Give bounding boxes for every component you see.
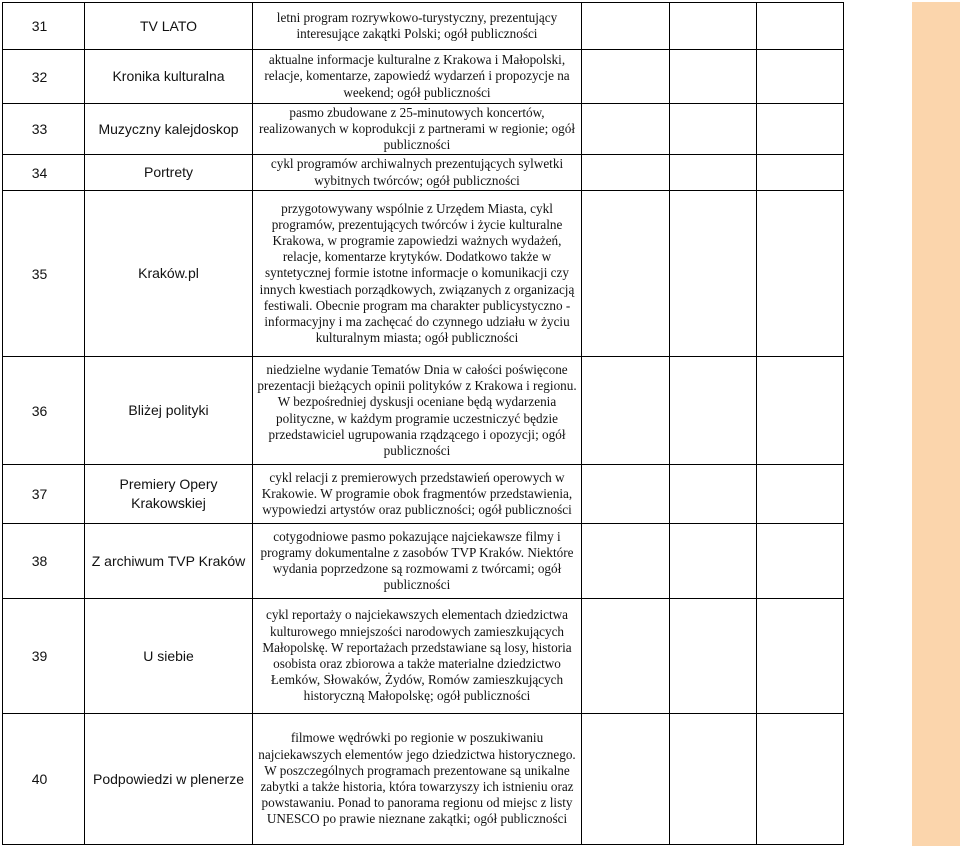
empty-cell — [670, 50, 757, 104]
row-number: 38 — [3, 524, 85, 599]
empty-cell — [670, 465, 757, 524]
row-number: 35 — [3, 191, 85, 357]
empty-cell — [757, 3, 844, 50]
empty-cell — [757, 714, 844, 845]
program-title: Kronika kulturalna — [85, 50, 253, 104]
table-row — [3, 155, 844, 191]
table-row — [3, 465, 844, 524]
empty-cell — [670, 155, 757, 191]
program-description: cotygodniowe pasmo pokazujące najciekawsze filmy i programy dokumentalne z zasobów TVP Kraków. Niektóre wydania poprzedzone są rozmowami z twórcami; ogół publiczności — [253, 524, 582, 599]
empty-cell — [757, 524, 844, 599]
empty-cell — [670, 357, 757, 465]
table-row — [3, 524, 844, 599]
table-row — [3, 357, 844, 465]
program-description: niedzielne wydanie Tematów Dnia w całości poświęcone prezentacji bieżących opinii polityków z Krakowa i regionu. W bezpośredniej dyskusji oceniane będą wydarzenia polityczne, w każdym programie uczestniczyć będzie przedstawiciel ugrupowania rządzącego i opozycji; ogół publiczności — [253, 357, 582, 465]
empty-cell — [670, 714, 757, 845]
row-number: 36 — [3, 357, 85, 465]
empty-cell — [757, 50, 844, 104]
program-description: letni program rozrywkowo-turystyczny, prezentujący interesujące zakątki Polski; ogół publiczności — [253, 3, 582, 50]
empty-cell — [757, 465, 844, 524]
empty-cell — [757, 599, 844, 714]
table-row — [3, 3, 844, 50]
table-row — [3, 104, 844, 155]
empty-cell — [757, 357, 844, 465]
program-title: Kraków.pl — [85, 191, 253, 357]
empty-cell — [670, 524, 757, 599]
program-title: Premiery Opery Krakowskiej — [85, 465, 253, 524]
empty-cell — [582, 50, 670, 104]
program-title: TV LATO — [85, 3, 253, 50]
program-title: Bliżej polityki — [85, 357, 253, 465]
empty-cell — [582, 3, 670, 50]
program-title: Podpowiedzi w plenerze — [85, 714, 253, 845]
row-number: 33 — [3, 104, 85, 155]
row-number: 31 — [3, 3, 85, 50]
empty-cell — [582, 155, 670, 191]
side-stripe — [912, 2, 960, 846]
program-description: przygotowywany wspólnie z Urzędem Miasta, cykl programów, prezentujących twórców i życie kulturalne Krakowa, w programie zapowiedzi ważnych wydażeń, relacje, komentarze krytyków. Dodatkowo także w syntetycznej formie istotne informacje o komunikacji czy innych kwestiach porządkowych, związanych z organizacją festiwali. Obecnie program ma charakter publicystyczno - informacyjny i ma zachęcać do czynnego udziału w życiu kulturalnym miasta; ogół publiczności — [253, 191, 582, 357]
row-number: 32 — [3, 50, 85, 104]
empty-cell — [670, 3, 757, 50]
empty-cell — [582, 599, 670, 714]
empty-cell — [582, 465, 670, 524]
empty-cell — [670, 104, 757, 155]
program-title: Portrety — [85, 155, 253, 191]
empty-cell — [582, 524, 670, 599]
program-description: aktualne informacje kulturalne z Krakowa i Małopolski, relacje, komentarze, zapowiedź wydarzeń i propozycje na weekend; ogół publiczności — [253, 50, 582, 104]
empty-cell — [670, 191, 757, 357]
program-description: cykl programów archiwalnych prezentujących sylwetki wybitnych twórców; ogół publiczności — [253, 155, 582, 191]
empty-cell — [582, 357, 670, 465]
program-title: Muzyczny kalejdoskop — [85, 104, 253, 155]
table-row — [3, 191, 844, 357]
program-table — [2, 2, 844, 845]
empty-cell — [670, 599, 757, 714]
table-row — [3, 50, 844, 104]
program-title: Z archiwum TVP Kraków — [85, 524, 253, 599]
empty-cell — [582, 104, 670, 155]
row-number: 34 — [3, 155, 85, 191]
table-row — [3, 714, 844, 845]
empty-cell — [757, 155, 844, 191]
program-description: cykl relacji z premierowych przedstawień operowych w Krakowie. W programie obok fragmentów przedstawienia, wypowiedzi artystów oraz publiczności; ogół publiczności — [253, 465, 582, 524]
row-number: 37 — [3, 465, 85, 524]
empty-cell — [582, 191, 670, 357]
row-number: 39 — [3, 599, 85, 714]
empty-cell — [582, 714, 670, 845]
program-description: pasmo zbudowane z 25-minutowych koncertów, realizowanych w koprodukcji z partnerami w regionie; ogół publiczności — [253, 104, 582, 155]
program-description: filmowe wędrówki po regionie w poszukiwaniu najciekawszych elementów jego dziedzictwa historycznego. W poszczególnych programach prezentowane są unikalne zabytki a także historia, która towarzyszy ich istnieniu oraz powstawaniu. Ponad to panorama regionu od miejsc z listy UNESCO po prawie nieznane zakątki; ogół publiczności — [253, 714, 582, 845]
row-number: 40 — [3, 714, 85, 845]
program-description: cykl reportaży o najciekawszych elementach dziedzictwa kulturowego mniejszości narodowych zamieszkujących Małopolskę. W reportażach przedstawiane są losy, historia osobista oraz zbiorowa a także materialne dziedzictwo Łemków, Słowaków, Żydów, Romów zamieszkujących historyczną Małopolskę; ogół publiczności — [253, 599, 582, 714]
table-row — [3, 599, 844, 714]
empty-cell — [757, 191, 844, 357]
program-title: U siebie — [85, 599, 253, 714]
empty-cell — [757, 104, 844, 155]
